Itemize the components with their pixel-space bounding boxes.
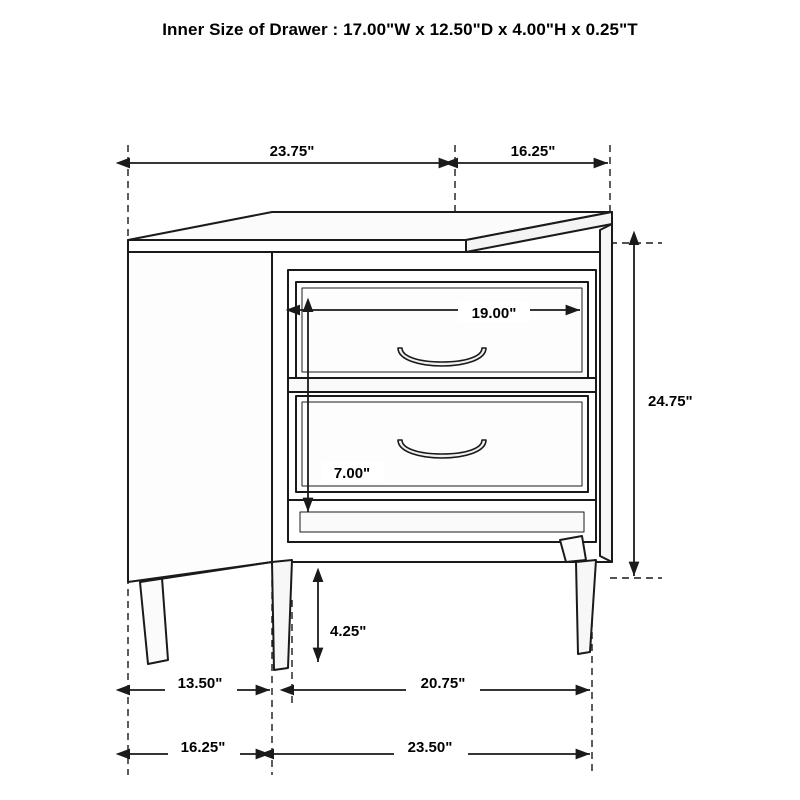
dim-label-top-left-width: 23.75" bbox=[269, 143, 315, 160]
cabinet-left-side bbox=[128, 252, 272, 582]
dim-label-drawer-stack-height: 7.00" bbox=[333, 465, 371, 482]
bottom-apron-inner bbox=[300, 512, 584, 532]
drawer-divider-rail bbox=[288, 378, 596, 392]
dim-label-leg-height: 4.25" bbox=[330, 623, 367, 640]
leg-back-right bbox=[560, 536, 586, 562]
dim-label-overall-width: 23.50" bbox=[407, 739, 453, 756]
leg-front-left bbox=[272, 560, 292, 670]
leg-front-right bbox=[576, 560, 596, 654]
dim-label-overall-height: 24.75" bbox=[648, 393, 693, 410]
cabinet-right-side bbox=[600, 224, 612, 562]
dim-label-drawer-width: 19.00" bbox=[471, 305, 517, 322]
dim-label-top-right-depth: 16.25" bbox=[510, 143, 556, 160]
dim-label-base-left-depth: 13.50" bbox=[177, 675, 223, 692]
cabinet-top-edge bbox=[128, 240, 466, 252]
leg-back-left bbox=[140, 578, 168, 664]
dim-label-base-front-width: 20.75" bbox=[420, 675, 466, 692]
nightstand-illustration bbox=[128, 212, 612, 670]
page-title: Inner Size of Drawer : 17.00"W x 12.50"D x 4.00"H x 0.25"T bbox=[162, 20, 638, 39]
dim-label-overall-depth: 16.25" bbox=[180, 739, 226, 756]
